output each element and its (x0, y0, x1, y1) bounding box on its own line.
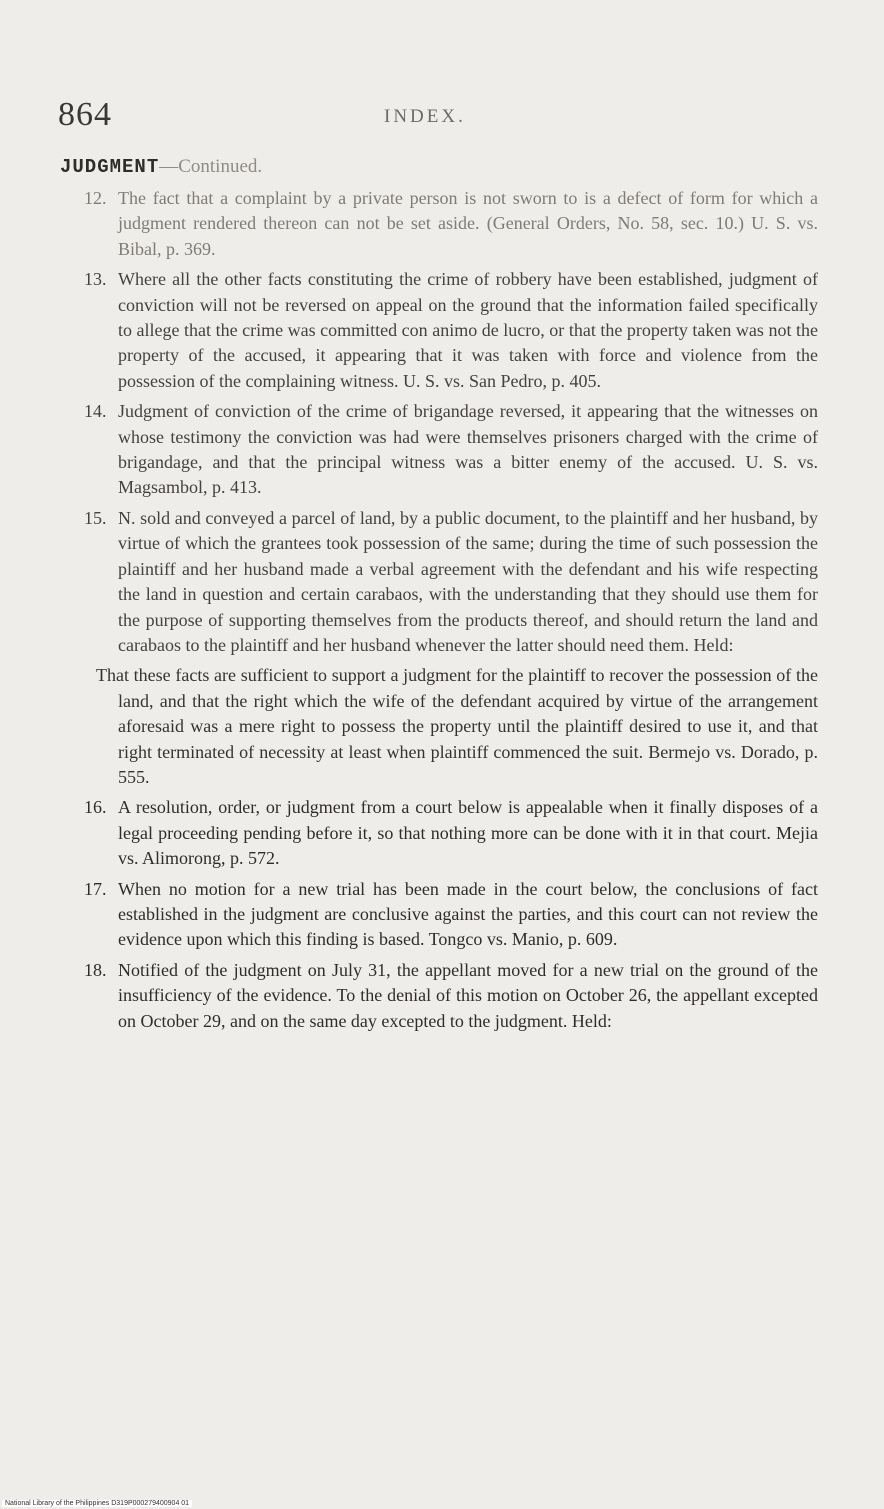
entry-number: 16. (84, 797, 107, 818)
scan-credit-footer: National Library of the Philippines D319P000279400904 01 (2, 1500, 192, 1507)
entry-number: 12. (84, 188, 107, 208)
index-entry-13 (84, 267, 818, 394)
entry-number: 15. (84, 507, 107, 528)
index-entry-15-held: That these facts are sufficient to support a judgment for the plaintiff to recover the possession of the land, and that the right which the wife of the defendant acquired by virtue of the arrangement aforesaid was a mere right to possess the property until the plaintiff desired to use it, and that right terminated of necessity at least when plaintiff commenced the suit. Bermejo vs. Dorado, p. 555. (96, 665, 818, 787)
entry-text: Judgment of conviction of the crime of brigandage reversed, it appearing that the witnesses on whose testimony the conviction was had were themselves prisoners charged with the crime of brigandage, and that the principal witness was a bitter enemy of the accused. U. S. vs. Magsambol, p. 413. (118, 401, 818, 498)
index-entry-16 (84, 795, 818, 871)
entry-text: A resolution, order, or judgment from a court below is appealable when it finally disposes of a legal proceeding pending before it, so that nothing more can be done with it in that court. Mejia vs. Alimorong, p. 572. (118, 797, 818, 869)
section-continued: —Continued. (159, 156, 263, 177)
section-title (60, 156, 262, 178)
entry-text: The fact that a complaint by a private person is not sworn to is a defect of form for which a judgment rendered thereon can not be set aside. (General Orders, No. 58, sec. 10.) U. S. vs. Bibal, p. 369. (118, 188, 818, 259)
entry-number: 14. (84, 401, 107, 422)
entry-text: N. sold and conveyed a parcel of land, by a public document, to the plaintiff and her husband, by virtue of which the grantees took possession of the same; during the time of such possession the plaintiff and her husband made a verbal agreement with the defendant and his wife respecting the land in question and certain carabaos, with the understanding that they should use them for the purpose of supporting themselves from the products thereof, and should return the land and carabaos to the plaintiff and her husband whenever the latter should need them. Held: (118, 507, 818, 655)
section-heading: JUDGMENT (60, 156, 160, 178)
index-entry-15 (84, 506, 818, 658)
entry-number: 13. (84, 269, 107, 290)
entry-text: When no motion for a new trial has been made in the court below, the conclusions of fact established in the judgment are conclusive against the parties, and this court can not review the evidence upon which this finding is based. Tongco vs. Manio, p. 609. (118, 878, 818, 950)
entry-text: Notified of the judgment on July 31, the appellant moved for a new trial on the ground of the insufficiency of the evidence. To the denial of this motion on October 26, the appellant excepted on October 29, and on the same day excepted to the judgment. Held: (118, 959, 818, 1031)
page-number: 864 (58, 96, 112, 133)
entry-text: Where all the other facts constituting the crime of robbery have been established, judgment of conviction will not be reversed on appeal on the ground that the information failed specifically to allege that the crime was committed con animo de lucro, or that the property taken was not the property of the accused, it appearing that it was taken with force and violence from the possession of the complaining witness. U. S. vs. San Pedro, p. 405. (118, 269, 818, 391)
index-entry-12 (84, 186, 818, 262)
index-entry-18 (84, 958, 818, 1034)
running-head: INDEX. (384, 106, 466, 127)
entry-number: 17. (84, 878, 107, 899)
entry-number: 18. (84, 959, 107, 980)
index-entry-17 (84, 877, 818, 953)
index-entry-14 (84, 399, 818, 501)
index-entries (84, 186, 818, 1039)
